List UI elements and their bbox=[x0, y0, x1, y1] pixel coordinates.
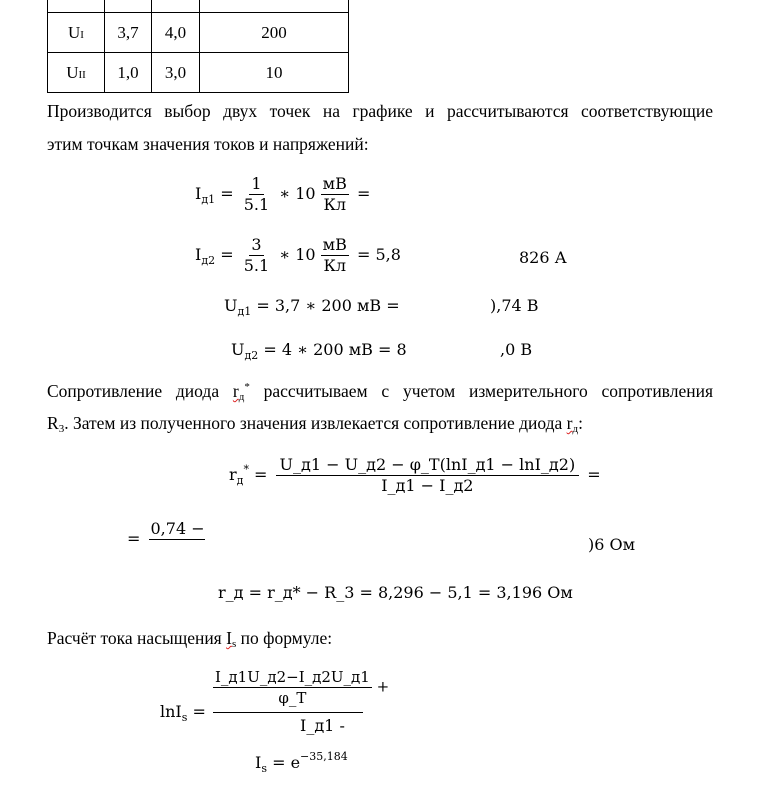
rd-denominator: I_д1 − I_д2 bbox=[381, 476, 474, 495]
formula-ud2: $U_{д2} = 4$ ∗ 200 мВ = 8 bbox=[231, 340, 407, 362]
row-label: UI bbox=[48, 13, 105, 53]
clipped-formula-rd: r_д = r_д* − R_3 = 8,296 − 5,1 = 3,196 Ом bbox=[218, 583, 573, 602]
rd-numerator: U_д1 − U_д2 − φ_T(lnI_д1 − lnI_д2) bbox=[276, 455, 580, 476]
table-row bbox=[48, 13, 349, 53]
paragraph-line: Производится выбор двух точек на графике и рассчитываются соответствующие bbox=[47, 101, 713, 121]
paragraph-line: этим точкам значения токов и напряжений: bbox=[47, 134, 369, 154]
formula-rd-value: = 0,74 − bbox=[127, 519, 205, 548]
lnis-inner-denominator: φ_T bbox=[278, 689, 307, 707]
table-row bbox=[48, 53, 349, 93]
paragraph-line: R3. Затем из полученного значения извлекается сопротивление диода rд: bbox=[47, 413, 583, 435]
formula-rd-tail: )6 Ом bbox=[588, 535, 636, 554]
formula-ud2-tail: ,0 В bbox=[500, 340, 533, 359]
cell: 10 bbox=[200, 53, 349, 93]
cell: 3,0 bbox=[152, 53, 200, 93]
formula-lnis-lhs: lnI$_s$ = bbox=[160, 702, 206, 724]
lnis-inner-numerator: I_д1U_д2−I_д2U_д1 bbox=[215, 668, 370, 686]
formula-is: $I_s = e^{-35,184}$ bbox=[255, 750, 348, 775]
cell: 1,0 bbox=[105, 53, 152, 93]
cell: 4,0 bbox=[152, 13, 200, 53]
formula-lnis-den: I_д1 - bbox=[300, 716, 345, 735]
cell: 200 bbox=[200, 13, 349, 53]
paragraph-line: Расчёт тока насыщения Is по формуле: bbox=[47, 628, 333, 650]
formula-ud1-tail: ),74 В bbox=[490, 296, 539, 315]
formula-id2: $I_{д2}$ = $\frac{3}{5.1}$ ∗ 10 $\frac{мВ}{Кл}$ = 5,8 bbox=[195, 235, 401, 275]
formula-ud1: $U_{д1} = 3,7$ ∗ 200 мВ = bbox=[224, 296, 400, 318]
formula-lnis-inner: $\frac{I\_д1U\_д2-I\_д2U\_д1}{\varphi\_T}$ + bbox=[215, 668, 390, 707]
formula-rd-star: $r_д^*$ = $\frac{U\_д1 - U\_д2 - \varphi\_T(\ln I\_д1 - \ln I\_д2)}{I\_д1 - I\_д2}$ = bbox=[229, 455, 601, 495]
table-row bbox=[48, 0, 349, 13]
row-label: UII bbox=[48, 53, 105, 93]
formula-id2-tail: 826 А bbox=[519, 248, 567, 267]
paragraph-line: Сопротивление диода rд* рассчитываем с учетом измерительного сопротивления bbox=[47, 381, 713, 403]
fraction-bar bbox=[213, 712, 363, 713]
cell: 3,7 bbox=[105, 13, 152, 53]
values-table bbox=[47, 0, 349, 93]
formula-id1: $I_{д1}$ = $\frac{1}{5.1}$ ∗ 10 $\frac{мВ}{Кл}$ = bbox=[195, 174, 371, 214]
